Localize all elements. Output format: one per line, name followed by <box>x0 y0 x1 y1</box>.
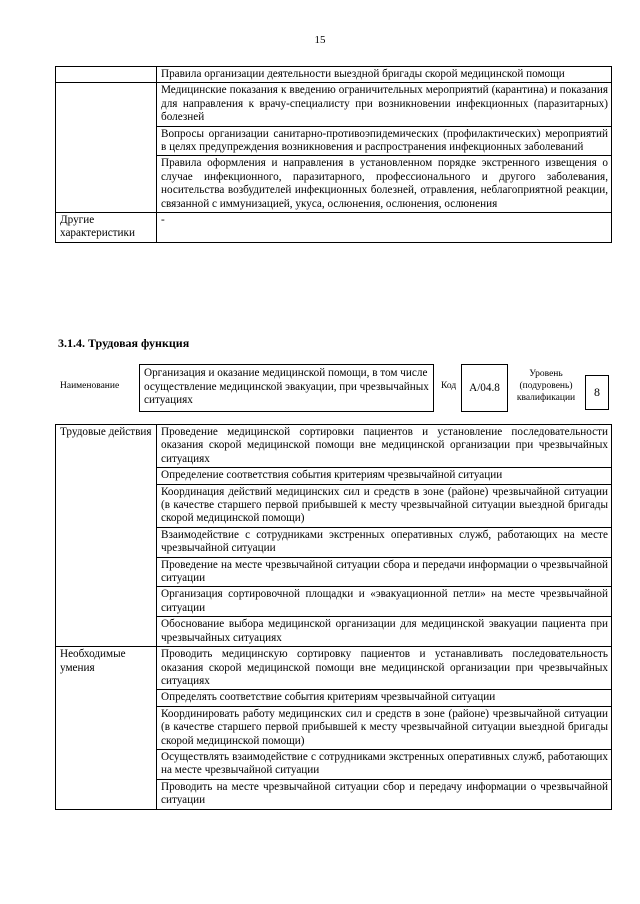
row-text: Медицинские показания к введению ограничительных мероприятий (карантина) и показания для направления к врачу-специалисту при возникновении инфекционных (паразитарных) болезней <box>157 83 612 126</box>
table-row <box>56 213 612 243</box>
actions-skills-table <box>55 424 612 810</box>
group-label: Трудовые действия <box>56 425 157 647</box>
function-name: Организация и оказание медицинской помощи, в том числе осуществление медицинской эвакуации, при чрезвычайных ситуациях <box>139 364 434 412</box>
row-label <box>56 126 157 156</box>
group-item: Проводить на месте чрезвычайной ситуации сбор и передачу информации о чрезвычайной ситуации <box>157 779 612 809</box>
table-row <box>56 156 612 213</box>
page-number: 15 <box>314 34 326 46</box>
row-text: Вопросы организации санитарно-противоэпидемических (профилактических) мероприятий в целях предупреждения возникновения и распространения инфекционных заболеваний <box>157 126 612 156</box>
group-item: Проведение на месте чрезвычайной ситуации сбора и передачи информации о чрезвычайной ситуации <box>157 557 612 587</box>
code-value: A/04.8 <box>461 364 508 412</box>
group-item: Взаимодействие с сотрудниками экстренных оперативных служб, работающих на месте чрезвычайной ситуации <box>157 527 612 557</box>
group-item: Координация действий медицинских сил и средств в зоне (районе) чрезвычайной ситуации (в качестве старшего первой прибывшей к месту чрезвычайной ситуации выездной бригады скорой медицинской помощи) <box>157 484 612 527</box>
row-label: Другие характеристики <box>56 213 157 243</box>
knowledge-table <box>55 66 612 243</box>
code-label: Код <box>441 381 457 391</box>
table-row <box>56 67 612 83</box>
row-label <box>56 67 157 83</box>
group-item: Определять соответствие события критериям чрезвычайной ситуации <box>157 690 612 706</box>
table-row <box>56 83 612 126</box>
group-item: Обоснование выбора медицинской организации для медицинской эвакуации пациента при чрезвычайных ситуациях <box>157 617 612 647</box>
group-label: Необходимые умения <box>56 647 157 809</box>
row-text: Правила организации деятельности выездной бригады скорой медицинской помощи <box>157 67 612 83</box>
group-item: Проводить медицинскую сортировку пациентов и устанавливать последовательность оказания скорой медицинской помощи вне медицинской организации при чрезвычайных ситуациях <box>157 647 612 690</box>
group-item: Проведение медицинской сортировки пациентов и установление последовательности оказания скорой медицинской помощи вне медицинской организации при чрезвычайных ситуациях <box>157 425 612 468</box>
table-row <box>56 126 612 156</box>
table-row <box>56 647 612 690</box>
row-text: Правила оформления и направления в установленном порядке экстренного извещения о случае инфекционного, паразитарного, профессионального и другого заболевания, носительства возбудителей инфекционных болезней, отравления, неблагоприятной реакции, связанной с иммунизацией, укуса, ослюнения, ослюнения, ослюнения <box>157 156 612 213</box>
section-heading: 3.1.4. Трудовая функция <box>58 336 190 350</box>
table-row <box>56 425 612 468</box>
group-item: Координировать работу медицинских сил и средств в зоне (районе) чрезвычайной ситуации (в качестве старшего первой прибывшей к месту чрезвычайной ситуации выездной бригады скорой медицинской помощи) <box>157 706 612 749</box>
group-item: Организация сортировочной площадки и «эвакуационной петли» на месте чрезвычайной ситуации <box>157 587 612 617</box>
row-label <box>56 156 157 213</box>
name-label: Наименование <box>60 381 120 391</box>
row-label <box>56 83 157 126</box>
row-text: - <box>157 213 612 243</box>
level-label: Уровень (подуровень) квалификации <box>516 369 576 403</box>
level-value: 8 <box>585 375 609 410</box>
group-item: Осуществлять взаимодействие с сотрудниками экстренных оперативных служб, работающих на месте чрезвычайной ситуации <box>157 749 612 779</box>
group-item: Определение соответствия события критериям чрезвычайной ситуации <box>157 468 612 484</box>
